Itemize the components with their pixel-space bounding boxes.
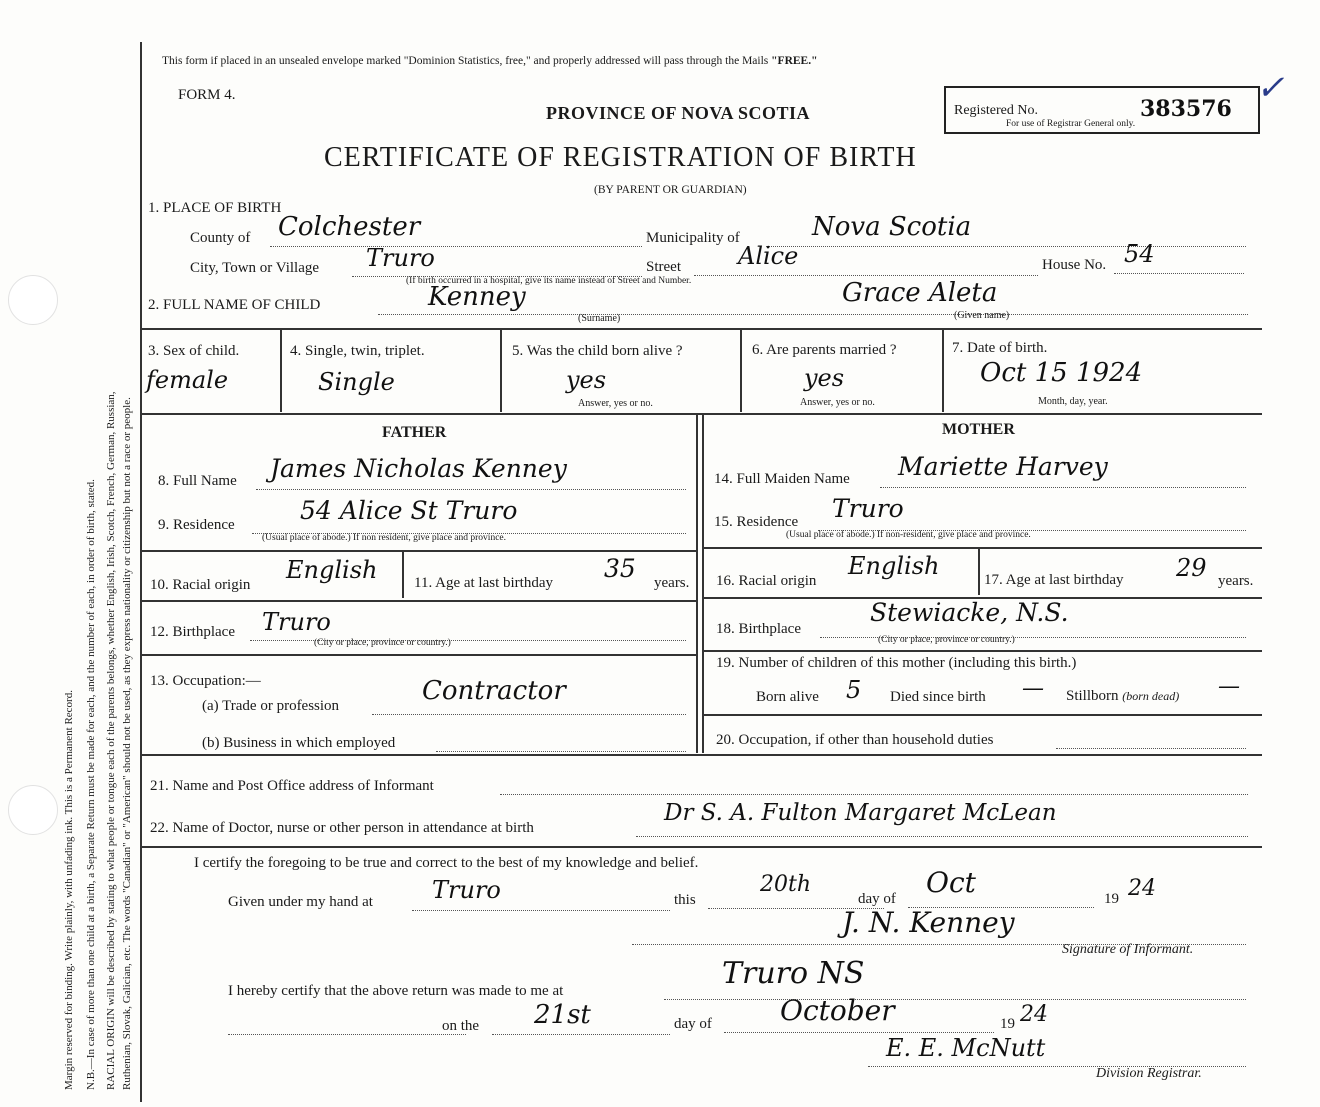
on-the-label: on the: [442, 1018, 480, 1034]
punch-hole-bottom: [8, 785, 58, 835]
mother-residence-value: Truro: [832, 494, 904, 523]
informant-label: 21. Name and Post Office address of Informant: [150, 778, 434, 794]
mother-racial-origin-label: 16. Racial origin: [716, 573, 817, 589]
mother-racial-origin-value: English: [848, 552, 940, 580]
mother-name-label: 14. Full Maiden Name: [714, 471, 850, 487]
divider-4: [140, 846, 1262, 848]
mother-age-value: 29: [1176, 554, 1207, 582]
registered-label: Registered No.: [954, 103, 1038, 118]
mother-birthplace-label: 18. Birthplace: [716, 621, 801, 637]
divider-2: [140, 413, 1262, 415]
given-place-value: Truro: [432, 876, 501, 904]
born-alive-answer-caption: Answer, yes or no.: [578, 398, 653, 409]
punch-hole-top: [8, 275, 58, 325]
registrar-month-value: October: [780, 994, 895, 1027]
registrar-day-of-label: day of: [674, 1016, 712, 1032]
province-heading: PROVINCE OF NOVA SCOTIA: [546, 103, 811, 123]
sex-label: 3. Sex of child.: [148, 343, 240, 359]
father-name-label: 8. Full Name: [158, 473, 237, 489]
registrar-note: For use of Registrar General only.: [1006, 119, 1136, 129]
date-of-birth-label: 7. Date of birth.: [952, 340, 1048, 356]
born-alive-count-value: 5: [846, 676, 862, 704]
place-of-birth-label: 1. PLACE OF BIRTH: [148, 200, 282, 216]
father-residence-caption: (Usual place of abode.) If non resident, give place and province.: [262, 533, 506, 543]
registered-number-box: [944, 86, 1260, 134]
house-number-label: House No.: [1042, 257, 1107, 273]
registered-value: 383576: [1140, 96, 1232, 122]
died-since-birth-value: —: [1022, 676, 1044, 701]
father-occupation-label: 13. Occupation:—: [150, 673, 261, 689]
margin-binding-note: Margin reserved for binding. Write plainly, with unfading ink. This is a Permanent Record.: [63, 690, 75, 1090]
mother-name-value: Mariette Harvey: [898, 452, 1108, 481]
street-label: Street: [646, 259, 681, 275]
father-age-value: 35: [604, 554, 636, 583]
municipality-label: Municipality of: [646, 230, 740, 246]
house-number-value: 54: [1124, 240, 1155, 268]
stillborn-label: Stillborn (born dead): [1066, 688, 1180, 704]
father-birthplace-caption: (City or place, province or country.): [314, 638, 451, 648]
registrar-day-value: 21st: [534, 1000, 591, 1030]
margin-nb-note: N.B.—In case of more than one child at a birth, a Separate Return must be made for each, and the number of each, in order of birth, stated.: [85, 479, 97, 1090]
registrar-statement: I hereby certify that the above return was made to me at: [228, 983, 564, 999]
father-box-right: [696, 415, 698, 753]
division-registrar-caption: Division Registrar.: [1096, 1066, 1202, 1081]
check-mark-icon: ✓: [1256, 70, 1285, 107]
city-value: Truro: [366, 244, 435, 272]
divider-1: [140, 328, 1262, 330]
mother-birthplace-value: Stewiacke, N.S.: [870, 598, 1069, 627]
stillborn-value: —: [1218, 674, 1240, 699]
registrar-year-value: 24: [1020, 1002, 1048, 1027]
father-age-label: 11. Age at last birthday: [414, 575, 553, 591]
given-year-value: 24: [1128, 876, 1156, 901]
municipality-value: Nova Scotia: [812, 212, 972, 242]
form-left-border: [140, 42, 142, 1102]
parents-married-value: yes: [804, 364, 845, 392]
divider-3: [140, 754, 1262, 756]
plurality-value: Single: [318, 368, 395, 396]
date-of-birth-value: Oct 15 1924: [980, 358, 1143, 388]
full-name-of-child-label: 2. FULL NAME OF CHILD: [148, 297, 321, 313]
date-of-birth-caption: Month, day, year.: [1038, 396, 1108, 407]
street-value: Alice: [738, 242, 799, 270]
born-alive-count-label: Born alive: [756, 689, 819, 705]
form-number: FORM 4.: [178, 87, 236, 103]
plurality-label: 4. Single, twin, triplet.: [290, 343, 425, 359]
margin-racial-note-2: Ruthenian, Slovak, Galician, etc. The words "Canadian" or "American" should not be used, as they express nationality or citizenship but not a race or people.: [121, 397, 133, 1090]
hospital-note: (If birth occurred in a hospital, give its name instead of Street and Number.: [406, 276, 692, 286]
given-name-caption: (Given name): [954, 310, 1010, 321]
father-birthplace-label: 12. Birthplace: [150, 624, 235, 640]
father-name-value: James Nicholas Kenney: [270, 454, 567, 483]
parents-married-label: 6. Are parents married ?: [752, 342, 897, 358]
certify-statement: I certify the foregoing to be true and correct to the best of my knowledge and belief.: [194, 855, 699, 871]
child-surname-value: Kenney: [428, 282, 526, 312]
child-given-name-value: Grace Aleta: [842, 278, 998, 308]
father-birthplace-value: Truro: [262, 608, 331, 636]
surname-caption: (Surname): [578, 313, 621, 324]
given-day-value: 20th: [760, 872, 812, 897]
given-day-of-label: day of: [858, 891, 896, 907]
certificate-subtitle: (BY PARENT OR GUARDIAN): [594, 184, 747, 196]
mother-age-label: 17. Age at last birthday: [984, 572, 1124, 588]
born-alive-question-value: yes: [566, 366, 607, 394]
informant-signature: J. N. Kenney: [842, 906, 1015, 939]
given-year-prefix: 19: [1104, 891, 1119, 907]
certificate-title: CERTIFICATE OF REGISTRATION OF BIRTH: [324, 142, 917, 173]
mother-residence-label: 15. Residence: [714, 514, 799, 530]
county-value: Colchester: [278, 212, 421, 242]
sex-value: female: [146, 366, 229, 394]
mother-occupation-label: 20. Occupation, if other than household duties: [716, 732, 994, 748]
registrar-place-value: Truro NS: [722, 956, 865, 991]
father-racial-origin-label: 10. Racial origin: [150, 577, 251, 593]
margin-racial-note-1: RACIAL ORIGIN will be described by stating to what people or tongue each of the parents belongs, whether English, Irish, Scotch, French, German, Russian,: [105, 391, 117, 1090]
father-residence-label: 9. Residence: [158, 517, 235, 533]
informant-signature-caption: Signature of Informant.: [1062, 942, 1194, 957]
mother-age-years: years.: [1218, 573, 1254, 589]
father-racial-origin-value: English: [286, 556, 378, 584]
given-under-label: Given under my hand at: [228, 894, 373, 910]
doctor-label: 22. Name of Doctor, nurse or other person in attendance at birth: [150, 820, 534, 836]
father-age-years: years.: [654, 575, 690, 591]
father-heading: FATHER: [382, 424, 447, 441]
city-label: City, Town or Village: [190, 260, 320, 276]
mother-heading: MOTHER: [942, 421, 1015, 438]
children-count-label: 19. Number of children of this mother (including this birth.): [716, 655, 1077, 671]
born-alive-question-label: 5. Was the child born alive ?: [512, 343, 683, 359]
mother-box-left: [702, 415, 704, 753]
business-label: (b) Business in which employed: [202, 735, 396, 751]
mail-notice: This form if placed in an unsealed envelope marked "Dominion Statistics, free," and properly addressed will pass through the Mails "FREE.": [162, 55, 818, 67]
mother-birthplace-caption: (City or place, province or country.): [878, 635, 1015, 645]
mother-residence-caption: (Usual place of abode.) If non-resident, give place and province.: [786, 530, 1031, 540]
trade-label: (a) Trade or profession: [202, 698, 340, 714]
father-residence-value: 54 Alice St Truro: [300, 496, 518, 525]
doctor-value: Dr S. A. Fulton Margaret McLean: [664, 800, 1057, 826]
died-since-birth-label: Died since birth: [890, 689, 986, 705]
county-label: County of: [190, 230, 251, 246]
given-month-value: Oct: [926, 866, 976, 899]
trade-value: Contractor: [422, 676, 566, 706]
parents-married-answer-caption: Answer, yes or no.: [800, 397, 875, 408]
this-label: this: [674, 892, 696, 908]
registrar-year-prefix: 19: [1000, 1016, 1015, 1032]
registrar-signature: E. E. McNutt: [886, 1034, 1046, 1062]
